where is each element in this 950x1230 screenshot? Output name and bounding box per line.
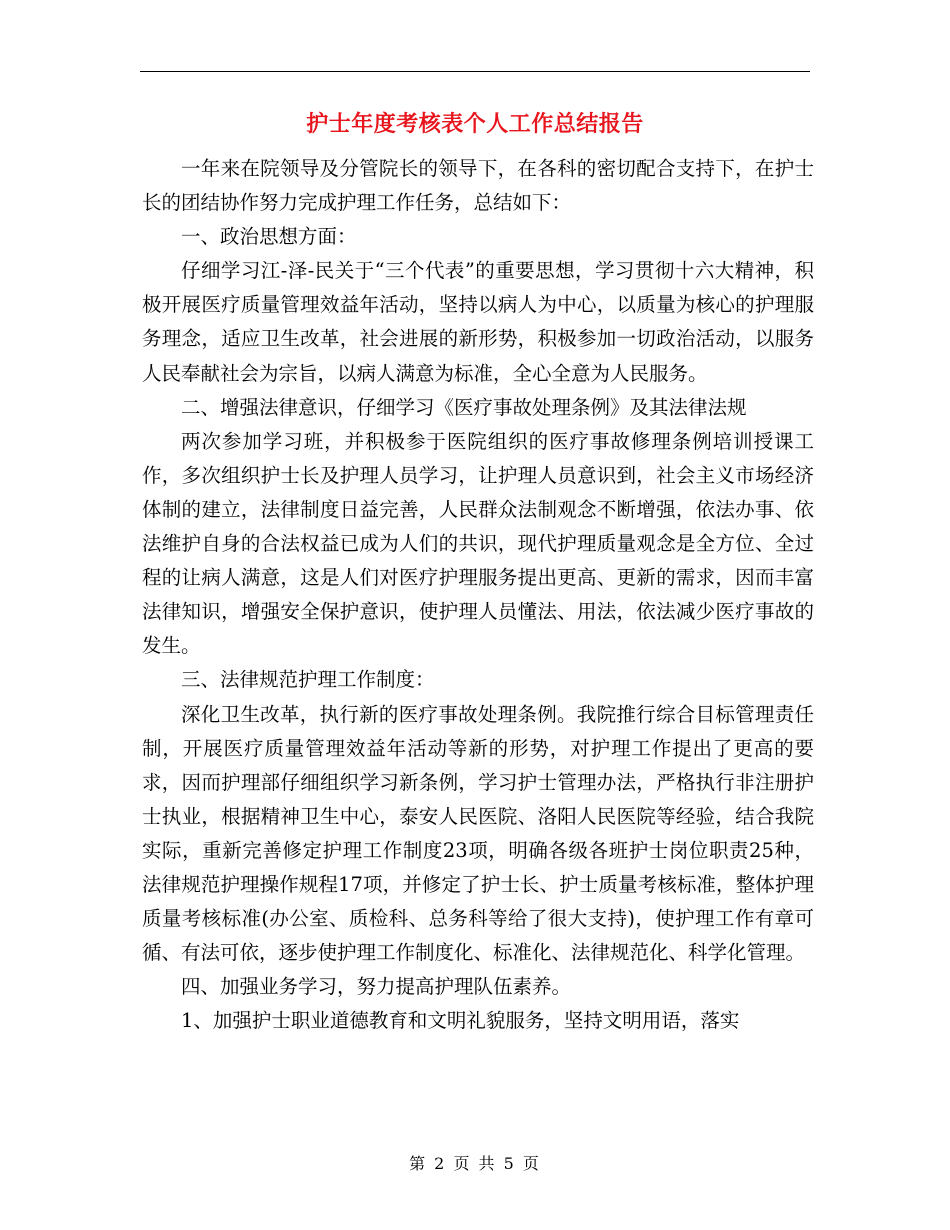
paragraph-section-4-item-1: 1、加强护士职业道德教育和文明礼貌服务，坚持文明用语，落实 <box>181 1009 740 1033</box>
header-rule <box>140 71 810 72</box>
page-number: 第 2 页 共 5 页 <box>409 1154 541 1173</box>
paragraph-section-1: 仔细学习江-泽-民关于“三个代表”的重要思想，学习贯彻十六大精神，积极开展医疗质量管理效益年活动，坚持以病人为中心，以质量为核心的护理服务理念，适应卫生改革，社会进展的新形势，积极参加一切政治活动，以服务人民奉献社会为宗旨，以病人满意为标准，全心全意为人民服务。 <box>142 259 814 385</box>
document-body <box>142 152 814 1038</box>
heading-section-2: 二、增强法律意识，仔细学习《医疗事故处理条例》及其法律法规 <box>181 395 747 419</box>
heading-section-3: 三、法律规范护理工作制度： <box>181 668 435 692</box>
paragraph-intro: 一年来在院领导及分管院长的领导下，在各科的密切配合支持下，在护士长的团结协作努力完成护理工作任务，总结如下： <box>142 157 814 215</box>
paragraph-section-2: 两次参加学习班，并积极参于医院组织的医疗事故修理条例培训授课工作，多次组织护士长及护理人员学习，让护理人员意识到，社会主义市场经济体制的建立，法律制度日益完善，人民群众法制观念不断增强，依法办事、依法维护自身的合法权益已成为人们的共识，现代护理质量观念是全方位、全过程的让病人满意，这是人们对医疗护理服务提出更高、更新的需求，因而丰富法律知识，增强安全保护意识，使护理人员懂法、用法，依法减少医疗事故的发生。 <box>142 429 814 658</box>
heading-section-1: 一、政治思想方面： <box>181 225 357 249</box>
document-title: 护士年度考核表个人工作总结报告 <box>306 111 644 137</box>
paragraph-section-3: 深化卫生改革，执行新的医疗事故处理条例。我院推行综合目标管理责任制，开展医疗质量管理效益年活动等新的形势，对护理工作提出了更高的要求，因而护理部仔细组织学习新条例，学习护士管理办法，严格执行非注册护士执业，根据精神卫生中心，泰安人民医院、洛阳人民医院等经验，结合我院实际，重新完善修定护理工作制度23项，明确各级各班护士岗位职责25种，法律规范护理操作规程17项，并修定了护士长、护士质量考核标准，整体护理质量考核标准(办公室、质检科、总务科等给了很大支持)，使护理工作有章可循、有法可依，逐步使护理工作制度化、标准化、法律规范化、科学化管理。 <box>142 702 814 965</box>
heading-section-4: 四、加强业务学习，努力提高护理队伍素养。 <box>181 975 572 999</box>
